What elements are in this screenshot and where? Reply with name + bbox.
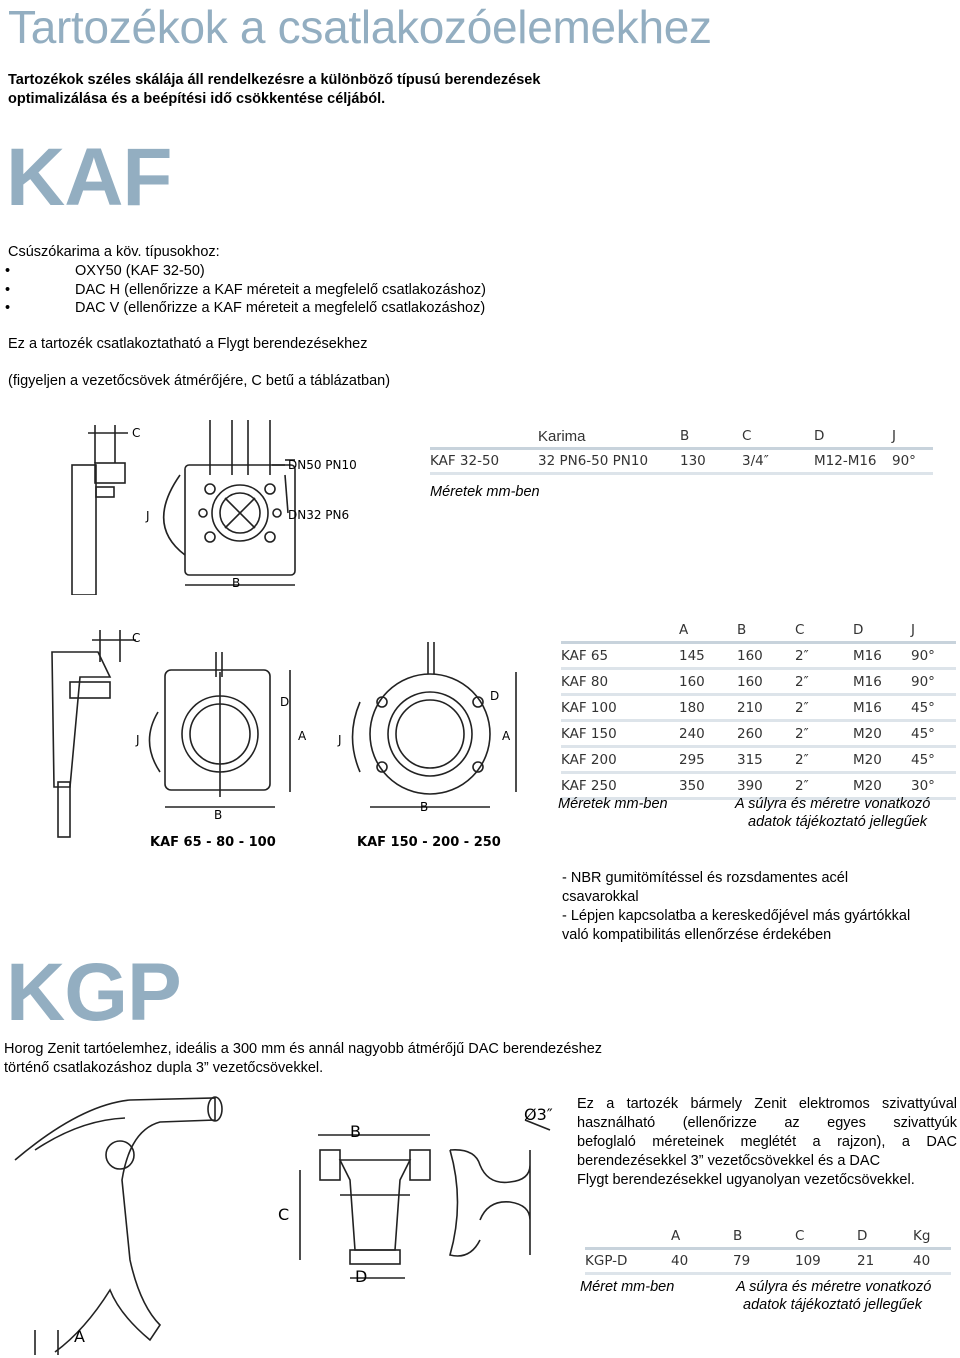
table-cell: 2″ [795, 773, 853, 799]
kaf-heading: KAF [6, 132, 172, 223]
para-line: Flygt berendezésekkel ugyanolyan vezetőcsövekkel. [577, 1172, 915, 1188]
table-header: A [671, 1225, 733, 1249]
table-cell: KAF 65 [561, 643, 679, 669]
kaf-types-intro: Csúszókarima a köv. típusokhoz: [8, 244, 220, 260]
table-header: D [853, 619, 911, 643]
table-row [561, 695, 956, 721]
dim-label-d: D [355, 1267, 368, 1286]
kgp-desc-1: Horog Zenit tartóelemhez, ideális a 300 mm és annál nagyobb átmérőjű DAC berendezéshez [4, 1041, 603, 1057]
table-cell: 45° [911, 721, 956, 747]
table-cell: 2″ [795, 721, 853, 747]
table-row [561, 721, 956, 747]
table-cell: 2″ [795, 695, 853, 721]
table-cell: 2″ [795, 643, 853, 669]
dim-label-b: B [350, 1122, 361, 1141]
table-cell: 160 [737, 643, 795, 669]
table-cell: KAF 150 [561, 721, 679, 747]
table-cell: KAF 200 [561, 747, 679, 773]
dim-label-d: D [280, 695, 290, 709]
note-line: - Lépjen kapcsolatba a kereskedőjével más gyártókkal [562, 908, 911, 924]
kaf-65-250-table [561, 619, 956, 800]
dim-label-a: A [74, 1327, 85, 1346]
kgp-drawing [10, 1090, 570, 1355]
table-row [561, 773, 956, 799]
dn50-label: DN50 PN10 [288, 458, 357, 472]
dim-label-d-right: D [490, 689, 500, 703]
dim-label-b: B [232, 576, 241, 590]
kaf-flygt-note: Ez a tartozék csatlakoztatható a Flygt berendezésekhez [8, 336, 368, 352]
table-row [430, 449, 933, 474]
table-cell: KAF 250 [561, 773, 679, 799]
table-cell: KAF 100 [561, 695, 679, 721]
table-header: J [911, 619, 956, 643]
table-header: D [814, 425, 892, 449]
kaf-32-50-drawing [60, 415, 380, 595]
table-cell: KAF 32-50 [430, 449, 538, 474]
table-header: C [742, 425, 814, 449]
table-cell: M20 [853, 747, 911, 773]
table-cell: KGP-D [585, 1249, 671, 1274]
table-cell: 350 [679, 773, 737, 799]
kaf-table2-note-right-2: adatok tájékoztató jellegűek [748, 814, 927, 830]
dim-label-c: C [132, 426, 141, 440]
kaf-table2-note-right-1: A súlyra és méretre vonatkozó [735, 796, 931, 812]
table-row [561, 643, 956, 669]
table-cell: 30° [911, 773, 956, 799]
table-row [561, 747, 956, 773]
table-cell: 130 [680, 449, 742, 474]
table-header [585, 1225, 671, 1249]
table-row [585, 1249, 951, 1274]
table-header: J [892, 425, 933, 449]
table-cell: 180 [679, 695, 737, 721]
dim-label-j: J [146, 509, 150, 523]
table-cell: 45° [911, 747, 956, 773]
table-cell: 315 [737, 747, 795, 773]
kgp-table-note-right-2: adatok tájékoztató jellegűek [743, 1297, 922, 1313]
dim-label-c: C [132, 631, 141, 645]
kaf-diameter-note: (figyeljen a vezetőcsövek átmérőjére, C betű a táblázatban) [8, 373, 391, 389]
table-cell: 240 [679, 721, 737, 747]
table-cell: 32 PN6-50 PN10 [538, 449, 680, 474]
table-cell: M16 [853, 669, 911, 695]
kgp-heading: KGP [6, 947, 181, 1038]
table-cell: 90° [911, 669, 956, 695]
table-cell: M20 [853, 721, 911, 747]
dim-label-a-right: A [502, 729, 511, 743]
table-header [561, 619, 679, 643]
kaf-65-250-drawing [40, 622, 530, 852]
table-cell: 160 [679, 669, 737, 695]
table-cell: 145 [679, 643, 737, 669]
table-cell: 90° [892, 449, 933, 474]
dim-label-j: J [136, 733, 140, 747]
list-item: • DAC V (ellenőrizze a KAF méreteit a megfelelő csatlakozáshoz) [5, 299, 486, 318]
table-cell: M20 [853, 773, 911, 799]
table-header: B [680, 425, 742, 449]
note-line: - NBR gumitömítéssel és rozsdamentes acél [562, 870, 849, 886]
table-cell: 210 [737, 695, 795, 721]
table-header: C [795, 1225, 857, 1249]
dim-label-b: B [214, 808, 223, 822]
dim-label-a: A [298, 729, 307, 743]
table-cell: M16 [853, 695, 911, 721]
dim-label-c: C [278, 1205, 290, 1224]
table-header: D [857, 1225, 913, 1249]
table-cell: 2″ [795, 747, 853, 773]
table-header: C [795, 619, 853, 643]
table-header: B [737, 619, 795, 643]
table-cell: 40 [913, 1249, 951, 1274]
kgp-paragraph [577, 1095, 957, 1190]
list-item: • DAC H (ellenőrizze a KAF méreteit a megfelelő csatlakozáshoz) [5, 281, 486, 300]
caption-kaf-150-250: KAF 150 - 200 - 250 [357, 835, 501, 850]
note-line: csavarokkal [562, 889, 639, 905]
kaf-notes [562, 869, 952, 945]
table-cell: 3/4″ [742, 449, 814, 474]
table-cell: 295 [679, 747, 737, 773]
table-cell: 160 [737, 669, 795, 695]
page-title: Tartozékok a csatlakozóelemekhez [8, 1, 712, 53]
table-cell: 260 [737, 721, 795, 747]
dim-label-j-right: J [338, 733, 342, 747]
list-item: • OXY50 (KAF 32-50) [5, 262, 486, 281]
table-cell: 45° [911, 695, 956, 721]
table-cell: 90° [911, 643, 956, 669]
kgp-table-note-left: Méret mm-ben [580, 1279, 675, 1295]
table-cell: 2″ [795, 669, 853, 695]
table-row [561, 669, 956, 695]
kaf-32-50-table [430, 425, 933, 475]
kgp-table-note-right-1: A súlyra és méretre vonatkozó [736, 1279, 932, 1295]
table-cell: 21 [857, 1249, 913, 1274]
kaf-bullet-list [5, 262, 486, 318]
table-header [430, 425, 538, 449]
table-header: B [733, 1225, 795, 1249]
kaf-table2-note-left: Méretek mm-ben [558, 796, 668, 812]
kgp-desc-2: történő csatlakozáshoz dupla 3” vezetőcsövekkel. [4, 1060, 324, 1076]
table-cell: M16 [853, 643, 911, 669]
kgp-table [585, 1225, 951, 1275]
dn32-label: DN32 PN6 [288, 508, 350, 522]
dim-label-b-right: B [420, 800, 429, 814]
table-cell: M12-M16 [814, 449, 892, 474]
kaf-table1-note: Méretek mm-ben [430, 484, 540, 500]
table-header: Kg [913, 1225, 951, 1249]
table-cell: 79 [733, 1249, 795, 1274]
intro-text: Tartozékok széles skálája áll rendelkezésre a különböző típusú berendezések optimalizálása és a beépítési idő csökkentése céljából. [8, 72, 541, 107]
para-line: Ez a tartozék bármely Zenit elektromos szivattyúval [577, 1096, 957, 1112]
dim-label-phi: Ø3″ [524, 1105, 553, 1124]
para-line: berendezésekkel 3” vezetőcsövekkel és a DAC [577, 1153, 881, 1169]
note-line: való kompatibilitás ellenőrzése érdekében [562, 927, 832, 943]
table-cell: 40 [671, 1249, 733, 1274]
para-line: befoglaló méreteinek meglétét a rajzon), a DAC [577, 1134, 957, 1150]
para-line: használható (ellenőrizze az egyes szivattyúk [577, 1115, 957, 1131]
table-header: Karima [538, 425, 680, 449]
table-header: A [679, 619, 737, 643]
table-cell: KAF 80 [561, 669, 679, 695]
table-cell: 390 [737, 773, 795, 799]
caption-kaf-65-100: KAF 65 - 80 - 100 [150, 835, 276, 850]
table-cell: 109 [795, 1249, 857, 1274]
